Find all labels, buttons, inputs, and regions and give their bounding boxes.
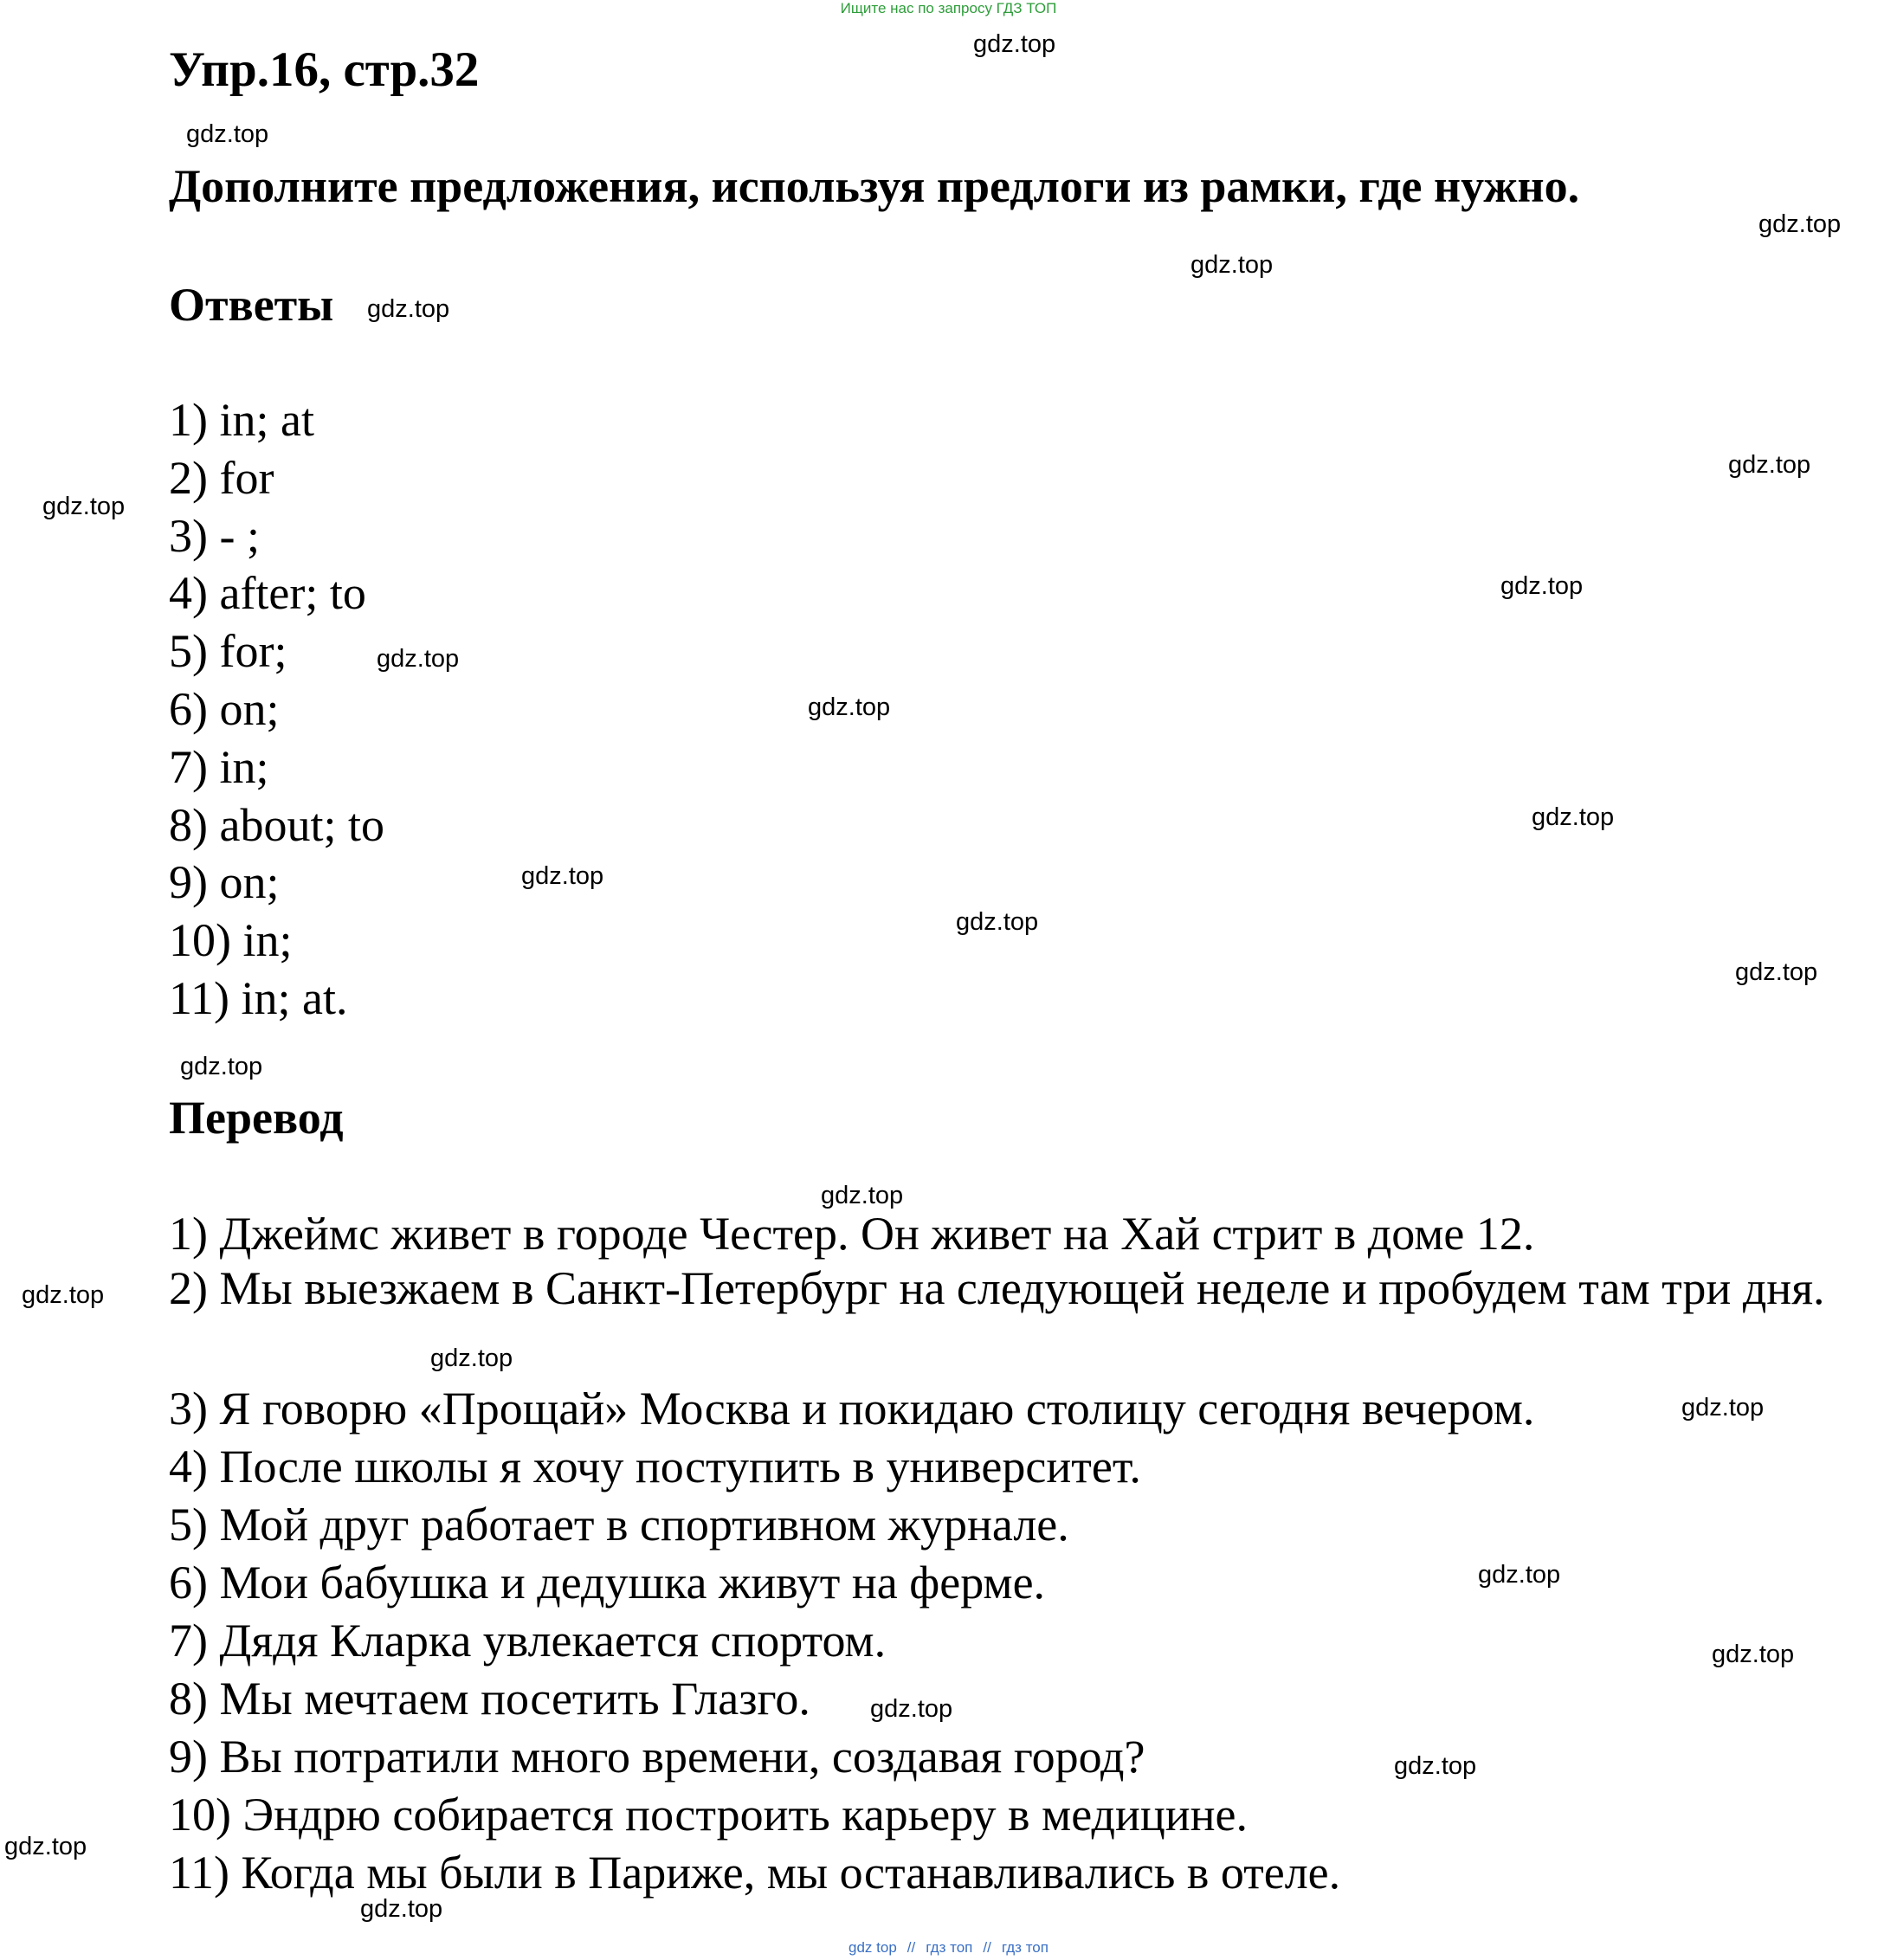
- answers-list: [169, 391, 384, 1028]
- watermark: gdz.top: [1681, 1394, 1765, 1422]
- answer-item: 10) in;: [169, 914, 293, 967]
- watermark: gdz.top: [377, 645, 460, 673]
- bottom-banner-part: гдз топ: [926, 1939, 973, 1956]
- bottom-banner-part: //: [983, 1939, 991, 1956]
- watermark: gdz.top: [360, 1895, 443, 1923]
- watermark: gdz.top: [821, 1182, 904, 1209]
- translation-item: 6) Мои бабушка и дедушка живут на ферме.: [169, 1557, 1046, 1609]
- answer-item: 8) about; to: [169, 798, 384, 851]
- answer-item: 3) - ;: [169, 509, 260, 562]
- watermark: gdz.top: [1500, 572, 1584, 600]
- watermark: gdz.top: [1758, 210, 1842, 238]
- watermark: gdz.top: [186, 120, 269, 148]
- watermark: gdz.top: [973, 30, 1056, 58]
- watermark: gdz.top: [1394, 1752, 1477, 1780]
- answer-item: 11) in; at.: [169, 971, 348, 1024]
- watermark: gdz.top: [22, 1281, 105, 1309]
- translation-item: 4) После школы я хочу поступить в университет.: [169, 1441, 1141, 1493]
- watermark: gdz.top: [1735, 958, 1818, 986]
- watermark: gdz.top: [1478, 1561, 1561, 1589]
- translation-item: 10) Эндрю собирается построить карьеру в медицине.: [169, 1789, 1249, 1841]
- translation-item: 2) Мы выезжаем в Санкт-Петербург на следующей неделе и пробудем там три дня.: [169, 1262, 1825, 1314]
- answer-item: 4) after; to: [169, 567, 366, 620]
- translation-item: 11) Когда мы были в Париже, мы останавливались в отеле.: [169, 1847, 1341, 1899]
- translation-item: 5) Мой друг работает в спортивном журнале.: [169, 1499, 1069, 1551]
- watermark: gdz.top: [1728, 451, 1811, 479]
- answer-item: 9) on;: [169, 856, 280, 909]
- watermark: gdz.top: [956, 908, 1039, 936]
- watermark: gdz.top: [367, 295, 450, 323]
- watermark: gdz.top: [808, 693, 891, 721]
- answer-item: 6) on;: [169, 682, 280, 735]
- answer-item: 1) in; at: [169, 394, 314, 446]
- bottom-banner-part: gdz top: [848, 1939, 897, 1956]
- watermark: gdz.top: [430, 1344, 513, 1372]
- translation-item: 7) Дядя Кларка увлекается спортом.: [169, 1615, 887, 1667]
- page-title: Упр.16, стр.32: [169, 42, 480, 97]
- watermark: gdz.top: [870, 1695, 953, 1723]
- translation-item: 3) Я говорю «Прощай» Москва и покидаю столицу сегодня вечером.: [169, 1383, 1535, 1435]
- watermark: gdz.top: [1712, 1641, 1795, 1668]
- exercise-instruction: Дополните предложения, используя предлоги из рамки, где нужно.: [169, 160, 1580, 212]
- translation-heading: Перевод: [169, 1092, 344, 1144]
- answer-item: 7) in;: [169, 740, 269, 793]
- answers-heading: Ответы: [169, 279, 334, 331]
- top-banner: Ищите нас по запросу ГДЗ ТОП: [840, 0, 1057, 16]
- answer-item: 2) for: [169, 451, 274, 504]
- bottom-banner-part: гдз топ: [1001, 1939, 1049, 1956]
- watermark: gdz.top: [521, 862, 604, 890]
- watermark: gdz.top: [1190, 251, 1274, 279]
- watermark: gdz.top: [180, 1053, 263, 1080]
- answer-item: 5) for;: [169, 625, 287, 678]
- bottom-banner: [0, 1940, 1897, 1955]
- watermark: gdz.top: [1532, 803, 1615, 831]
- translation-item: 8) Мы мечтаем посетить Глазго.: [169, 1673, 810, 1725]
- watermark: gdz.top: [42, 493, 126, 520]
- translation-item: 9) Вы потратили много времени, создавая город?: [169, 1731, 1145, 1783]
- watermark: gdz.top: [4, 1833, 87, 1860]
- translation-item: 1) Джеймс живет в городе Честер. Он живет на Хай стрит в доме 12.: [169, 1208, 1535, 1260]
- bottom-banner-part: //: [907, 1939, 916, 1956]
